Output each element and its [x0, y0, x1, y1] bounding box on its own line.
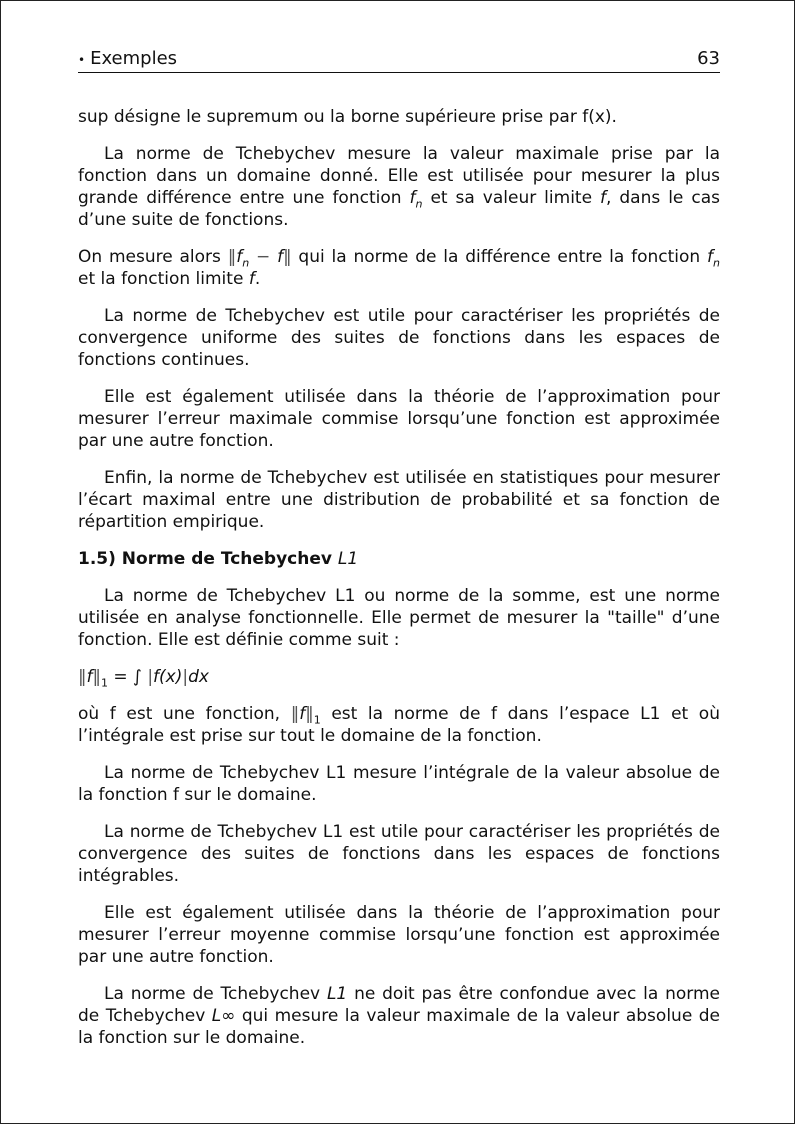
section-title-math: L1	[337, 549, 359, 569]
math-subscript: 1	[313, 713, 321, 727]
page-content	[78, 47, 720, 1049]
math-subscript: n	[242, 256, 250, 270]
section-heading-l1	[78, 548, 720, 570]
paragraph-l1-vs-linf	[78, 983, 720, 1049]
math-subscript: n	[713, 256, 720, 270]
text-run: est la norme de f dans l’espace L1 et où l’intégrale est prise sur tout le domaine de la fonction.	[78, 704, 720, 746]
math-f: f	[86, 667, 93, 687]
paragraph-norm-difference	[78, 246, 720, 290]
text-run: et la fonction limite	[78, 269, 249, 289]
paragraph-l1-intro: La norme de Tchebychev L1 ou norme de la somme, est une norme utilisée en analyse fonctionnelle. Elle permet de mesurer la "taille" d’une fonction. Elle est définie comme suit :	[78, 586, 720, 650]
text-run: où f est une fonction,	[78, 704, 291, 724]
text-run: et sa valeur limite	[422, 188, 601, 208]
paragraph-approximation-mean: Elle est également utilisée dans la théorie de l’approximation pour mesurer l’erreur moyenne commise lorsqu’une fonction est approximée par une autre fonction.	[78, 903, 720, 967]
math-f: f	[299, 704, 306, 724]
page-body	[78, 106, 720, 1049]
page-number: 63	[697, 48, 720, 69]
paragraph-approximation-max: Elle est également utilisée dans la théorie de l’approximation pour mesurer l’erreur maximale commise lorsqu’une fonction est approximée par une autre fonction.	[78, 387, 720, 451]
math-fn	[236, 247, 250, 270]
math-f: f	[600, 188, 607, 208]
math-symbol: f	[409, 188, 416, 208]
bullet-icon: •	[78, 53, 86, 67]
text-run: .	[254, 269, 261, 289]
math-fx: f(x)	[153, 667, 183, 687]
paragraph-formula-explanation	[78, 703, 720, 747]
text-run: , dans le cas d’une suite de fonctions.	[78, 188, 720, 230]
math-subscript: 1	[101, 676, 108, 690]
math-symbol: f	[707, 247, 714, 267]
math-norm-bar: ‖	[305, 704, 314, 724]
paragraph-tchebychev-intro	[78, 143, 720, 231]
paragraph-uniform-convergence: La norme de Tchebychev est utile pour caractériser les propriétés de convergence uniforme des suites de fonctions dans les espaces de fonctions continues.	[78, 306, 720, 370]
math-norm-bar: ‖	[290, 704, 300, 724]
math-symbol: f	[236, 247, 243, 267]
text-run: qui la norme de la différence entre la fonction	[291, 247, 708, 267]
header-left	[78, 47, 177, 71]
header-title: Exemples	[90, 48, 178, 69]
text-run: La norme de Tchebychev mesure la valeur maximale prise par la fonction dans un domaine donné. Elle est utilisée pour mesurer la plus grande différence entre une fonction	[78, 144, 720, 208]
paragraph-statistics: Enfin, la norme de Tchebychev est utilisée en statistiques pour mesurer l’écart maximal entre une distribution de probabilité et sa fonction de répartition empirique.	[78, 468, 720, 532]
math-linf: L∞	[211, 1006, 236, 1026]
paragraph-sup-definition: sup désigne le supremum ou la borne supérieure prise par f(x).	[78, 107, 617, 127]
section-title-text: 1.5) Norme de Tchebychev	[78, 549, 338, 569]
math-f: f	[277, 247, 284, 267]
math-fn	[707, 247, 720, 270]
paragraph-l1-convergence: La norme de Tchebychev L1 est utile pour caractériser les propriétés de convergence des suites de fonctions dans les espaces de fonctions intégrables.	[78, 822, 720, 886]
text-run: qui mesure la valeur maximale de la valeur absolue de la fonction sur le domaine.	[78, 1006, 720, 1048]
paragraph-l1-integral: La norme de Tchebychev L1 mesure l’intégrale de la valeur absolue de la fonction f sur le domaine.	[78, 763, 720, 805]
math-l1: L1	[326, 984, 348, 1004]
math-norm-bar: ‖	[283, 247, 292, 267]
math-abs-bar: |	[147, 667, 154, 687]
running-header	[78, 47, 720, 73]
math-subscript: n	[415, 197, 423, 211]
math-dx: dx	[188, 667, 209, 687]
text-run: On mesure alors	[78, 247, 228, 267]
text-run: La norme de Tchebychev	[104, 984, 327, 1004]
math-abs-bar: |	[182, 667, 189, 687]
formula-l1-norm	[78, 666, 720, 688]
math-fn	[409, 188, 423, 211]
math-f: f	[248, 269, 255, 289]
math-norm-bar: ‖	[92, 667, 101, 687]
math-equals-integral: = ∫	[108, 667, 148, 687]
math-minus: −	[249, 247, 278, 267]
text-run: ne doit pas être confondue avec la norme de Tchebychev	[78, 984, 720, 1026]
math-norm-bar: ‖	[78, 667, 87, 687]
math-norm-bar: ‖	[227, 247, 237, 267]
